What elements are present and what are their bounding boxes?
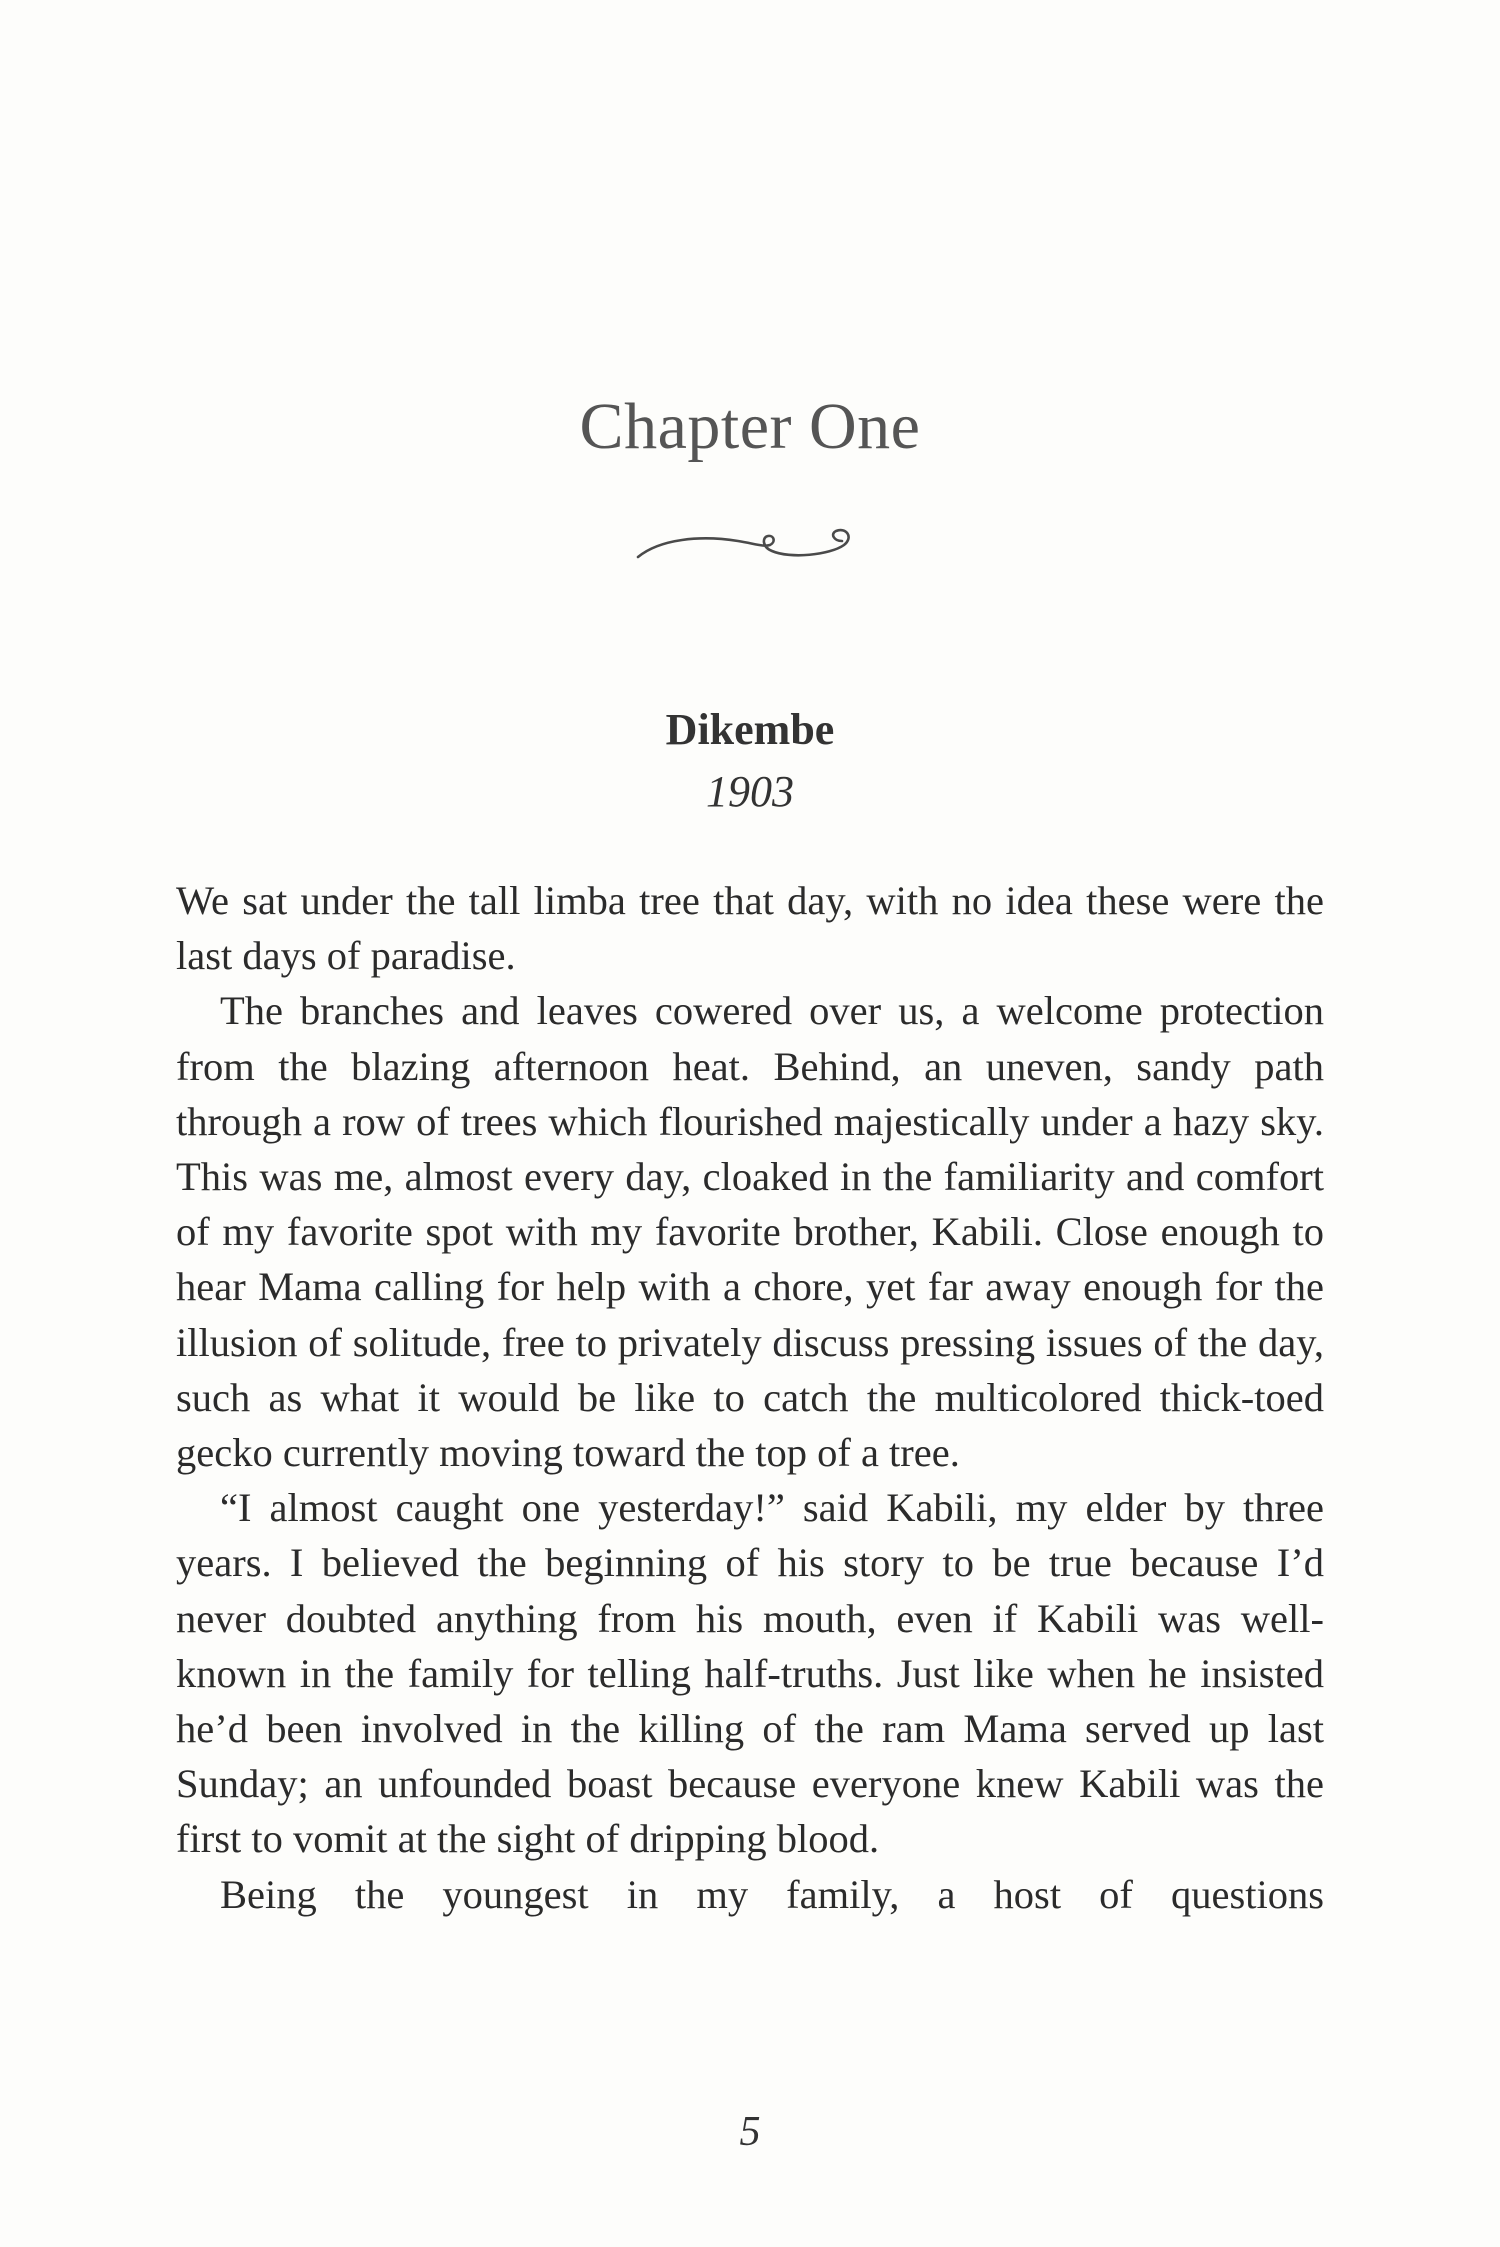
- page-number: 5: [739, 2109, 761, 2155]
- body-text: [176, 873, 1324, 1922]
- section-year: 1903: [706, 767, 794, 816]
- flourish-ornament-icon: [630, 505, 880, 575]
- paragraph: We sat under the tall limba tree that day, with no idea these were the last days of paradise.: [176, 878, 1324, 979]
- section-name: Dikembe: [665, 705, 835, 754]
- paragraph: “I almost caught one yesterday!” said Kabili, my elder by three years. I believed the beginning of his story to be true because I’d never doubted anything from his mouth, even if Kabili was well-known in the family for telling half-truths. Just like when he insisted he’d been involved in the killing of the ram Mama served up last Sunday; an unfounded boast because everyone knew Kabili was the first to vomit at the sight of dripping blood.: [176, 1485, 1324, 1862]
- paragraph: The branches and leaves cowered over us, a welcome protection from the blazing afternoon heat. Behind, an uneven, sandy path through a row of trees which flourished majestically under a hazy sky. This was me, almost every day, cloaked in the familiarity and comfort of my favorite spot with my favorite brother, Kabili. Close enough to hear Mama calling for help with a chore, yet far away enough for the illusion of solitude, free to privately discuss pressing issues of the day, such as what it would be like to catch the multicolored thick-toed gecko currently moving toward the top of a tree.: [176, 988, 1324, 1476]
- paragraph: Being the youngest in my family, a host of questions: [220, 1871, 1324, 1917]
- chapter-title: Chapter One: [579, 390, 921, 464]
